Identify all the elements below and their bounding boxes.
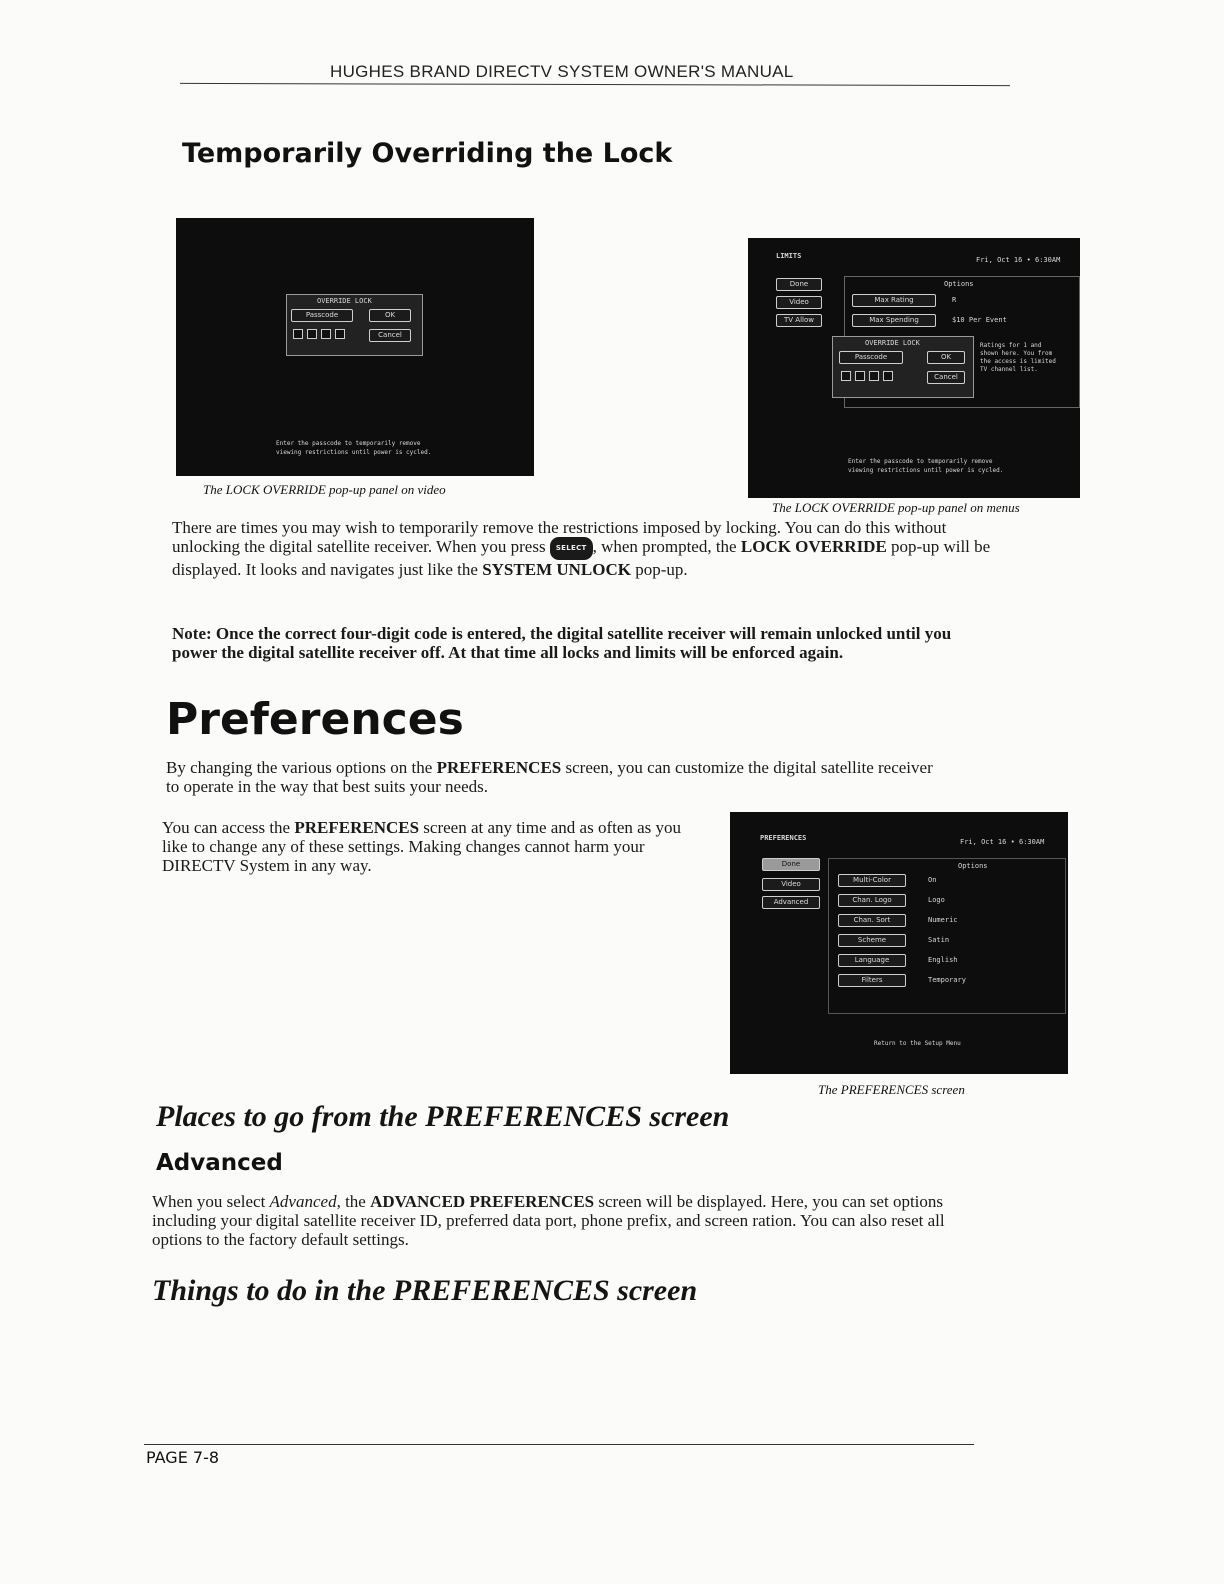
prefs-hint: Return to the Setup Menu — [874, 1040, 961, 1047]
nav-done[interactable]: Done — [776, 278, 822, 291]
preferences-paragraph-1: By changing the various options on the PREFERENCES screen, you can customize the digital satellite receiver to operate in the way that best suits your needs. — [166, 758, 933, 796]
option-row-label[interactable]: Multi-Color — [838, 874, 906, 887]
override-hint-line1: Enter the passcode to temporarily remove — [276, 440, 421, 447]
override-hint-line1: Enter the passcode to temporarily remove — [848, 458, 993, 465]
digit-box[interactable] — [321, 329, 331, 339]
caption-override-menus: The LOCK OVERRIDE pop-up panel on menus — [772, 500, 1020, 515]
digit-box[interactable] — [855, 371, 865, 381]
nav-advanced[interactable]: Advanced — [762, 896, 820, 909]
option-row-value: English — [928, 956, 958, 964]
section-title-override: Temporarily Overriding the Lock — [182, 138, 673, 169]
passcode-label: Passcode — [839, 351, 903, 364]
caption-preferences: The PREFERENCES screen — [818, 1082, 965, 1097]
options-label: Options — [944, 280, 974, 288]
footer-rule — [144, 1444, 974, 1445]
screen-title: LIMITS — [776, 252, 802, 260]
section-title-preferences: Preferences — [166, 694, 464, 745]
option-max-rating-value: R — [952, 296, 957, 304]
option-row-label[interactable]: Chan. Logo — [838, 894, 906, 907]
running-head: HUGHES BRAND DIRECTV SYSTEM OWNER'S MANUAL — [330, 62, 794, 81]
digit-box[interactable] — [335, 329, 345, 339]
screenshot-preferences — [730, 812, 1068, 1074]
digit-box[interactable] — [293, 329, 303, 339]
passcode-label: Passcode — [291, 309, 353, 322]
digit-box[interactable] — [869, 371, 879, 381]
advanced-paragraph: When you select Advanced, the ADVANCED PREFERENCES screen will be displayed. Here, you can set options including your digital satellite receiver ID, preferred data port, phone prefix, and screen ration. You can also reset all options to the factory default settings. — [152, 1192, 945, 1249]
override-popup — [286, 294, 423, 356]
ok-button[interactable]: OK — [927, 351, 965, 364]
option-row-value: Logo — [928, 896, 945, 904]
nav-tv-allow[interactable]: TV Allow — [776, 314, 822, 327]
option-row-value: Satin — [928, 936, 950, 944]
nav-video[interactable]: Video — [776, 296, 822, 309]
option-row-label[interactable]: Filters — [838, 974, 906, 987]
digit-box[interactable] — [307, 329, 317, 339]
select-button-icon: SELECT — [550, 537, 593, 560]
preferences-paragraph-2: You can access the PREFERENCES screen at any time and as often as you like to change any of these settings. Making changes cannot harm your DIRECTV System in any way. — [162, 818, 682, 875]
option-max-rating[interactable]: Max Rating — [852, 294, 936, 307]
screen-title: PREFERENCES — [760, 834, 807, 842]
override-hint-line2: viewing restrictions until power is cycled. — [848, 467, 1004, 474]
page-number: PAGE 7-8 — [146, 1448, 220, 1467]
option-row-label[interactable]: Language — [838, 954, 906, 967]
option-max-spending[interactable]: Max Spending — [852, 314, 936, 327]
option-row-value: On — [928, 876, 937, 884]
popup-title: OVERRIDE LOCK — [865, 339, 920, 347]
override-paragraph: There are times you may wish to temporarily remove the restrictions imposed by locking. You can do this without unlocking the digital satellite receiver. When you press SELECT , when prompted, the LOCK OVERRIDE pop-up will be displayed. It looks and navigates just like the SYSTEM UNLOCK pop-up. — [172, 518, 991, 579]
caption-override-video: The LOCK OVERRIDE pop-up panel on video — [203, 482, 446, 497]
popup-title: OVERRIDE LOCK — [317, 297, 372, 305]
screenshot-override-video — [176, 218, 534, 476]
option-row-value: Numeric — [928, 916, 958, 924]
override-popup — [832, 336, 974, 398]
ok-button[interactable]: OK — [369, 309, 411, 322]
digit-box[interactable] — [883, 371, 893, 381]
option-row-label[interactable]: Chan. Sort — [838, 914, 906, 927]
cancel-button[interactable]: Cancel — [369, 329, 411, 342]
datetime: Fri, Oct 16 • 6:30AM — [976, 256, 1061, 264]
datetime: Fri, Oct 16 • 6:30AM — [960, 838, 1045, 846]
section-title-things: Things to do in the PREFERENCES screen — [152, 1274, 698, 1307]
nav-video[interactable]: Video — [762, 878, 820, 891]
subsection-title-advanced: Advanced — [156, 1150, 283, 1176]
override-hint-line2: viewing restrictions until power is cycled. — [276, 449, 432, 456]
nav-done[interactable]: Done — [762, 858, 820, 871]
screenshot-override-menus — [748, 238, 1080, 498]
cancel-button[interactable]: Cancel — [927, 371, 965, 384]
header-rule — [180, 83, 1010, 87]
option-row-label[interactable]: Scheme — [838, 934, 906, 947]
option-row-value: Temporary — [928, 976, 966, 984]
section-title-places: Places to go from the PREFERENCES screen — [156, 1100, 730, 1133]
option-max-spending-value: $10 Per Event — [952, 316, 1007, 324]
digit-box[interactable] — [841, 371, 851, 381]
override-note: Note: Once the correct four-digit code is entered, the digital satellite receiver will remain unlocked until you power the digital satellite receiver off. At that time all locks and limits will be enforced again. — [172, 624, 952, 662]
options-label: Options — [958, 862, 988, 870]
side-text: Ratings for 1 and shown here. You from the access is limited TV channel list. — [980, 342, 1056, 373]
